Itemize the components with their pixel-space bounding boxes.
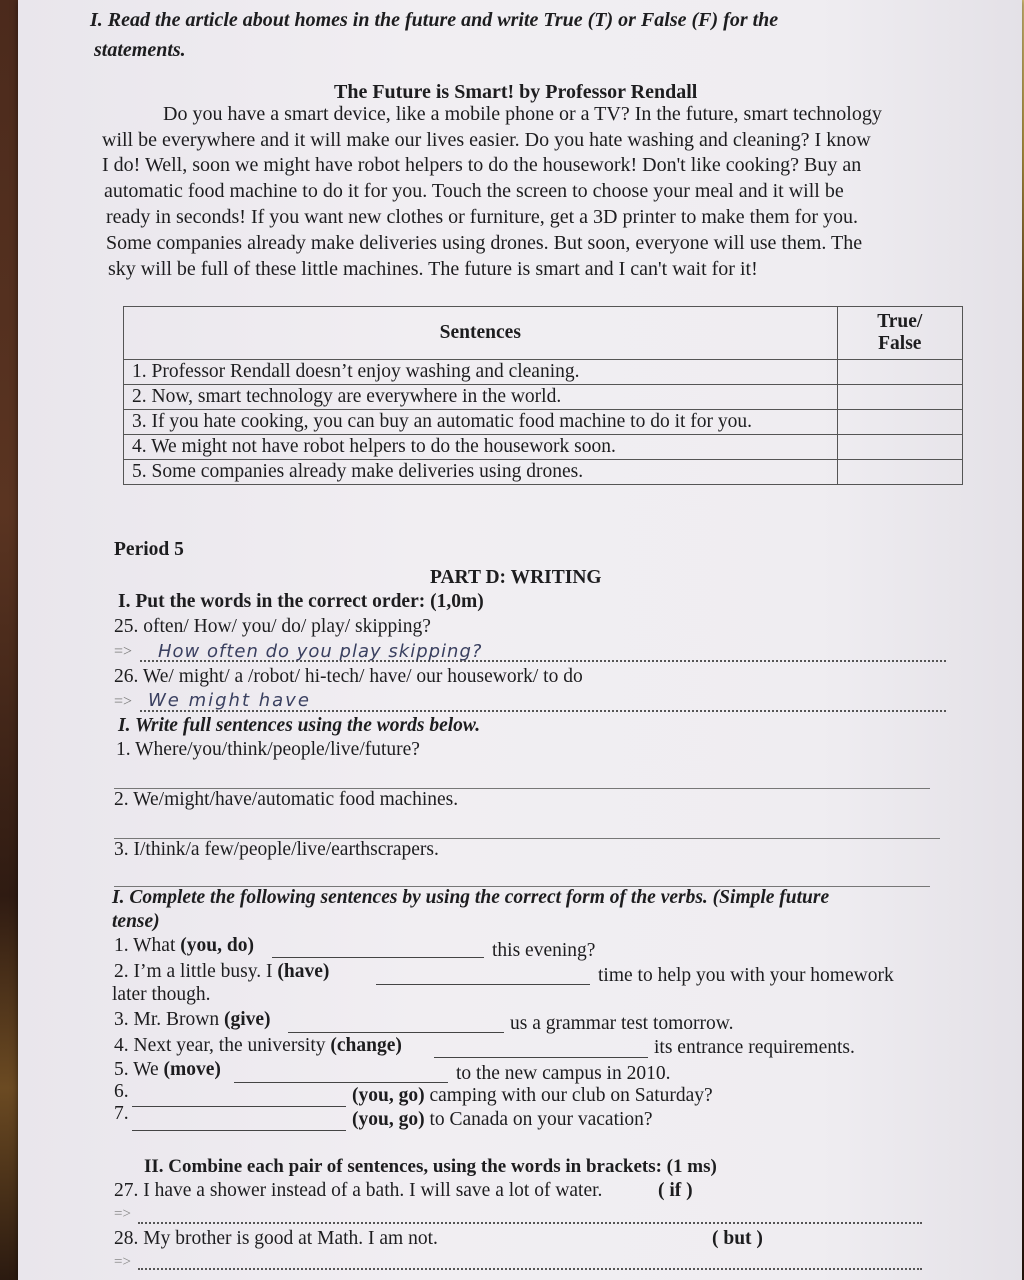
complete-heading: I. Complete the following sentences by using the correct form of the verbs. (Simple future (112, 887, 830, 908)
header-false-label: False (878, 333, 922, 354)
statement-cell: 3. If you hate cooking, you can buy an automatic food machine to do it for you. (124, 410, 838, 435)
question-27: 27. I have a shower instead of a bath. I will save a lot of water. (114, 1180, 603, 1201)
article-title: The Future is Smart! by Professor Rendall (334, 81, 698, 103)
full-sentences-heading: I. Write full sentences using the words below. (118, 715, 481, 736)
question-28-keyword: ( but ) (712, 1228, 763, 1249)
sentence-text: 4. Next year, the university (114, 1035, 331, 1056)
sentence-text: to Canada on your vacation? (424, 1109, 653, 1130)
answer-cell[interactable] (837, 360, 962, 385)
answer-line-27[interactable] (138, 1222, 922, 1224)
sentence-text: this evening? (492, 940, 596, 961)
header-true-false (837, 307, 962, 360)
article-line: I do! Well, soon we might have robot helpers to do the housework! Don't like cooking? Buy an (102, 154, 862, 176)
complete-sentence-4 (114, 1034, 402, 1058)
verb-cue: (move) (163, 1059, 221, 1080)
handwritten-answer-26: We might have (148, 690, 311, 711)
blank-4[interactable] (434, 1057, 648, 1058)
full-sentence-item: 2. We/might/have/automatic food machines. (114, 789, 459, 810)
complete-sentence-2 (114, 960, 329, 984)
sentence-text: time to help you with your homework (598, 965, 894, 986)
handwritten-answer-25: How often do you play skipping? (158, 641, 483, 662)
combine-heading: II. Combine each pair of sentences, using the words in brackets: (1 ms) (144, 1156, 717, 1177)
answer-cell[interactable] (837, 460, 962, 485)
full-sentence-item: 3. I/think/a few/people/live/earthscrapers. (114, 839, 439, 860)
statement-cell: 1. Professor Rendall doesn’t enjoy washing and cleaning. (124, 360, 838, 385)
verb-cue: (change) (330, 1035, 402, 1056)
answer-cell[interactable] (837, 385, 962, 410)
article-line: ready in seconds! If you want new clothes or furniture, get a 3D printer to make them for you. (106, 206, 858, 228)
question-27-keyword: ( if ) (658, 1180, 693, 1201)
complete-sentence-7 (352, 1108, 653, 1132)
answer-line-28[interactable] (138, 1268, 922, 1270)
complete-sentence-6 (352, 1084, 713, 1108)
sentence-number: 7. (114, 1103, 129, 1124)
sentence-text: 2. I’m a little busy. I (114, 961, 278, 982)
sentence-text: 3. Mr. Brown (114, 1009, 224, 1030)
table-row (124, 435, 963, 460)
table-row (124, 410, 963, 435)
article-line: automatic food machine to do it for you. Touch the screen to choose your meal and it will be (104, 180, 844, 202)
blank-2[interactable] (376, 984, 590, 985)
answer-arrow: => (114, 1206, 131, 1222)
verb-cue: (you, do) (180, 935, 254, 956)
verb-cue: (you, go) (352, 1085, 425, 1106)
answer-cell[interactable] (837, 435, 962, 460)
sentence-text: camping with our club on Saturday? (424, 1085, 713, 1106)
table-row (124, 385, 963, 410)
table-header-row (124, 307, 963, 360)
header-true-label: True/ (877, 311, 923, 332)
sentence-text: later though. (112, 984, 211, 1005)
statement-cell: 2. Now, smart technology are everywhere in the world. (124, 385, 838, 410)
sentence-text: its entrance requirements. (654, 1037, 855, 1058)
question-26: 26. We/ might/ a /robot/ hi-tech/ have/ our housework/ to do (114, 666, 583, 687)
article-line: sky will be full of these little machines. The future is smart and I can't wait for it! (108, 258, 758, 280)
verb-cue: (you, go) (352, 1109, 425, 1130)
sentence-text: 5. We (114, 1059, 164, 1080)
complete-sentence-1 (114, 934, 254, 958)
part-title: PART D: WRITING (430, 567, 602, 588)
answer-arrow: => (114, 643, 133, 660)
full-sentence-item: 1. Where/you/think/people/live/future? (116, 739, 420, 760)
table-row (124, 460, 963, 485)
complete-sentence-5 (114, 1058, 221, 1082)
sentence-text: 1. What (114, 935, 181, 956)
statement-cell: 4. We might not have robot helpers to do the housework soon. (124, 435, 838, 460)
complete-sentence-3 (114, 1008, 271, 1032)
blank-1[interactable] (272, 957, 484, 958)
verb-cue: (give) (223, 1009, 271, 1030)
blank-7[interactable] (132, 1130, 346, 1131)
blank-5[interactable] (234, 1082, 448, 1083)
article-line: will be everywhere and it will make our lives easier. Do you hate washing and cleaning? I know (102, 129, 871, 151)
sentence-number: 6. (114, 1081, 129, 1102)
period-label: Period 5 (114, 539, 184, 560)
question-28: 28. My brother is good at Math. I am not. (114, 1228, 438, 1249)
answer-arrow: => (114, 1254, 131, 1270)
statement-cell: 5. Some companies already make deliveries using drones. (124, 460, 838, 485)
order-heading: I. Put the words in the correct order: (1,0m) (118, 591, 484, 612)
complete-heading-cont: tense) (112, 911, 160, 932)
article-line: Some companies already make deliveries using drones. But soon, everyone will use them. The (106, 232, 863, 254)
table-row (124, 360, 963, 385)
sentence-text: to the new campus in 2010. (456, 1063, 671, 1084)
true-false-table (123, 306, 963, 485)
answer-arrow: => (114, 693, 133, 710)
answer-cell[interactable] (837, 410, 962, 435)
article-line: Do you have a smart device, like a mobile phone or a TV? In the future, smart technology (163, 103, 882, 125)
blank-6[interactable] (132, 1106, 346, 1107)
question-25: 25. often/ How/ you/ do/ play/ skipping? (114, 616, 431, 637)
sentence-text: us a grammar test tomorrow. (510, 1013, 734, 1034)
reading-instruction-cont: statements. (94, 39, 186, 61)
blank-3[interactable] (288, 1032, 504, 1033)
worksheet-page (18, 0, 1022, 1280)
verb-cue: (have) (277, 961, 330, 982)
reading-instruction: I. Read the article about homes in the future and write True (T) or False (F) for the (90, 9, 779, 31)
header-sentences: Sentences (124, 307, 838, 360)
